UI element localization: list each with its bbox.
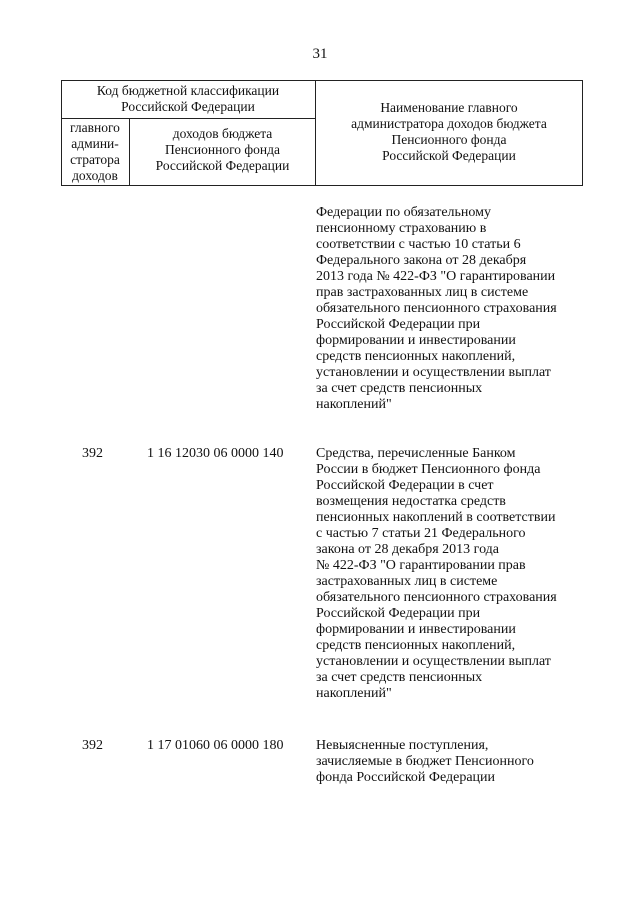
header-col-income	[130, 126, 315, 174]
header-col-name-line: Наименование главного	[380, 100, 518, 115]
name-line: накоплений"	[316, 686, 392, 701]
header-col-admin-line: главного	[70, 120, 120, 135]
name-line: установлении и осуществлении выплат	[316, 654, 551, 669]
name-line: застрахованных лиц в системе	[316, 574, 498, 589]
header-group-title-line: Российской Федерации	[121, 99, 255, 114]
name-line: установлении и осуществлении выплат	[316, 365, 551, 380]
table-header	[61, 80, 583, 186]
header-col-name-line: Пенсионного фонда	[391, 132, 507, 147]
header-subdivider	[61, 118, 315, 119]
name-line: обязательного пенсионного страхования	[316, 301, 557, 316]
name-line: Российской Федерации при	[316, 317, 481, 332]
name-line: формировании и инвестировании	[316, 333, 516, 348]
header-col-name-line: администратора доходов бюджета	[351, 116, 547, 131]
header-top-border	[61, 80, 583, 81]
name-line: возмещения недостатка средств	[316, 494, 506, 509]
header-group-title	[61, 83, 315, 115]
header-col-admin-line: доходов	[72, 168, 118, 183]
header-col-income-line: доходов бюджета	[172, 126, 273, 141]
header-group-title-line: Код бюджетной классификации	[96, 83, 280, 98]
header-col-income-line: Пенсионного фонда	[164, 142, 281, 157]
row-name	[316, 738, 534, 786]
name-line: пенсионных накоплений в соответствии	[316, 510, 556, 525]
row-name	[316, 446, 557, 702]
name-line: № 422-ФЗ "О гарантировании прав	[316, 558, 526, 573]
header-col-admin-line: стратора	[70, 152, 120, 167]
name-line: 2013 года № 422-ФЗ "О гарантировании	[316, 269, 556, 284]
name-line: за счет средств пенсионных	[316, 381, 483, 396]
name-line: фонда Российской Федерации	[316, 770, 496, 785]
name-line: зачисляемые в бюджет Пенсионного	[316, 754, 534, 769]
name-line: с частью 7 статьи 21 Федерального	[316, 526, 526, 541]
name-line: за счет средств пенсионных	[316, 670, 483, 685]
header-col-admin-line: админи-	[71, 136, 119, 151]
name-line: прав застрахованных лиц в системе	[316, 285, 529, 300]
name-line: Федерации по обязательному	[316, 205, 491, 220]
name-line: Средства, перечисленные Банком	[316, 446, 516, 461]
header-col-name-line: Российской Федерации	[382, 148, 516, 163]
page-number: 31	[312, 46, 328, 62]
name-line: накоплений"	[316, 397, 392, 412]
name-line: Невыясненные поступления,	[316, 738, 489, 753]
name-line: закона от 28 декабря 2013 года	[316, 542, 500, 557]
header-col-income-line: Российской Федерации	[155, 158, 290, 173]
row-income-code: 1 16 12030 06 0000 140	[147, 446, 284, 461]
header-col-name	[316, 100, 582, 164]
row-income-code: 1 17 01060 06 0000 180	[147, 738, 284, 753]
row-admin-code: 392	[82, 446, 103, 461]
name-line: соответствии с частью 10 статьи 6	[316, 237, 521, 252]
name-line: Российской Федерации в счет	[316, 478, 494, 493]
header-col-admin	[61, 120, 129, 184]
name-line: России в бюджет Пенсионного фонда	[316, 462, 541, 477]
name-line: обязательного пенсионного страхования	[316, 590, 557, 605]
header-bottom-border	[61, 185, 583, 186]
row-continuation-name	[316, 205, 557, 413]
header-right-border	[582, 80, 583, 186]
name-line: Федерального закона от 28 декабря	[316, 253, 527, 268]
name-line: средств пенсионных накоплений,	[316, 349, 516, 364]
name-line: формировании и инвестировании	[316, 622, 516, 637]
name-line: Российской Федерации при	[316, 606, 481, 621]
name-line: пенсионному страхованию в	[316, 221, 487, 236]
name-line: средств пенсионных накоплений,	[316, 638, 516, 653]
row-admin-code: 392	[82, 738, 103, 753]
